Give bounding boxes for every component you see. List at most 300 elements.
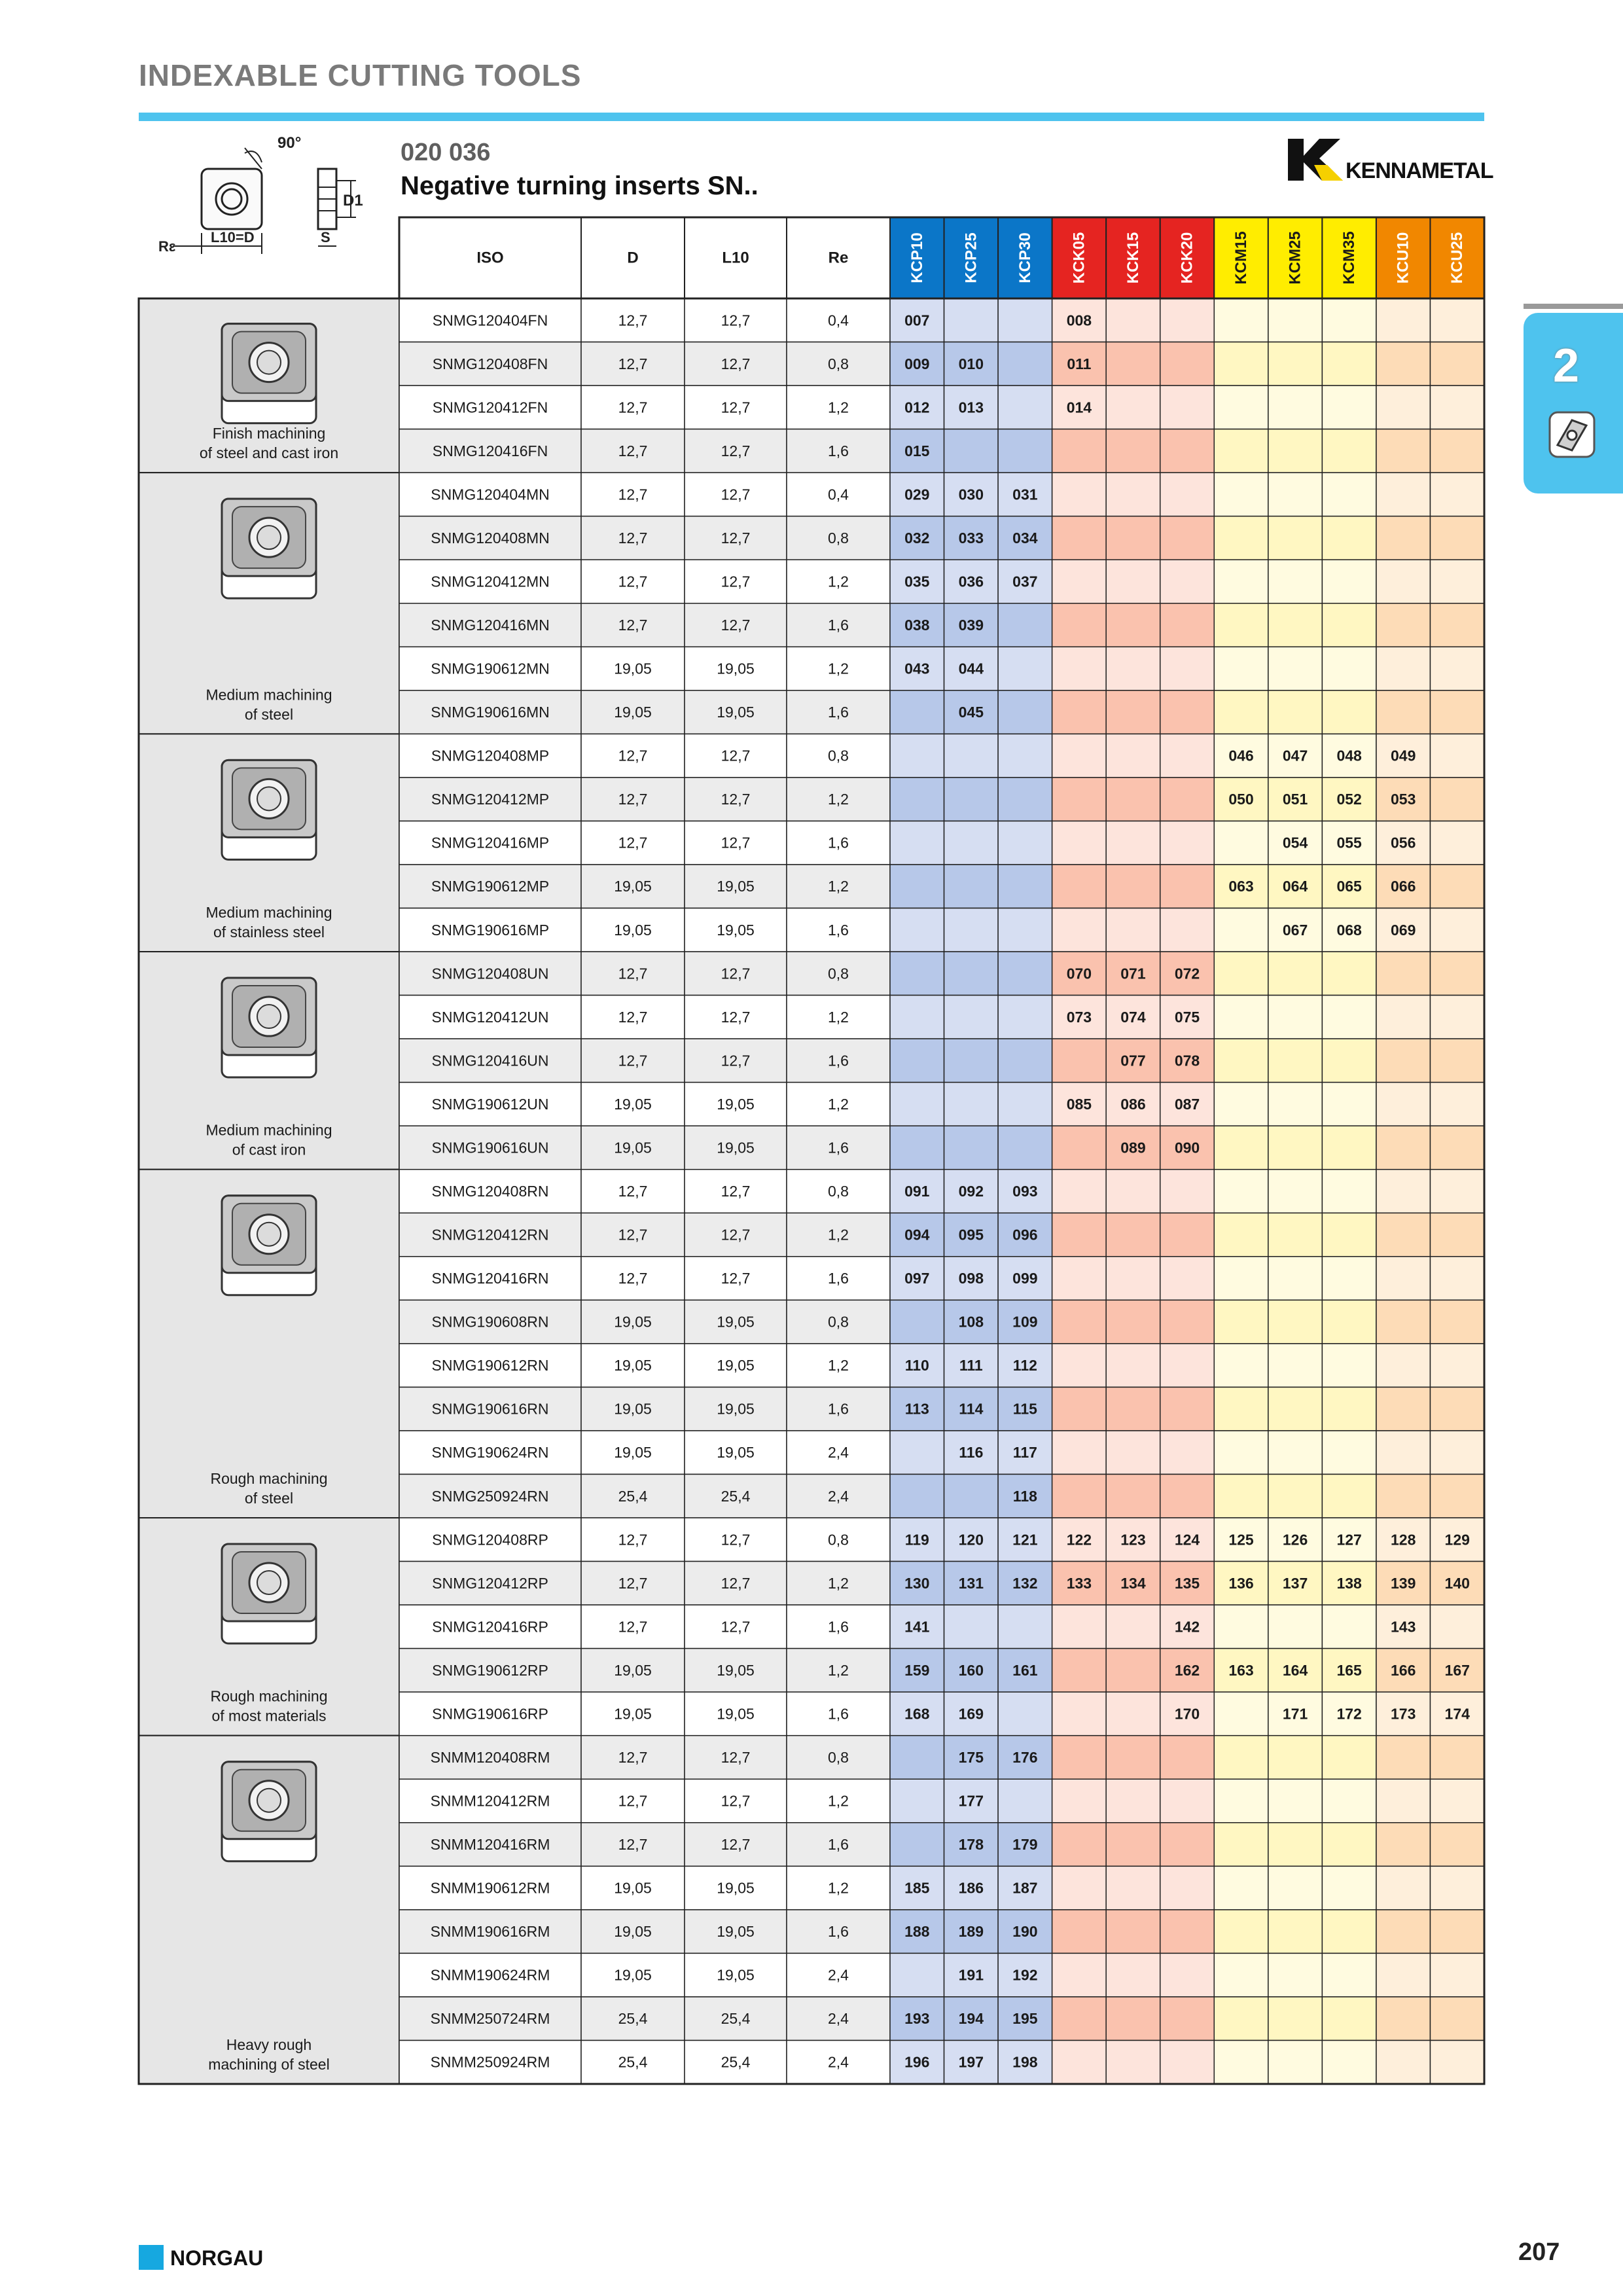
grade-cell	[1376, 1823, 1431, 1867]
grade-header: KCP10	[908, 232, 926, 283]
grade-cell	[1214, 1866, 1268, 1910]
grade-cell	[1430, 1953, 1484, 1997]
order-code: 112	[1012, 1357, 1037, 1374]
grade-cell	[890, 1474, 944, 1518]
dimension-value: 19,05	[614, 878, 652, 895]
grade-cell	[1106, 1474, 1160, 1518]
grade-cell	[1160, 516, 1215, 560]
order-code: 125	[1228, 1531, 1254, 1549]
grade-cell	[1160, 865, 1215, 908]
dimension-value: 1,2	[828, 1792, 849, 1810]
grade-cell	[1052, 1170, 1107, 1213]
order-code: 086	[1120, 1095, 1146, 1113]
grade-cell	[1214, 298, 1268, 342]
order-code: 186	[958, 1879, 984, 1897]
grade-cell	[1214, 1910, 1268, 1954]
grade-cell	[944, 952, 999, 996]
iso-code: SNMG120408RN	[431, 1183, 549, 1200]
grade-cell	[1322, 1213, 1376, 1257]
grade-cell	[1052, 429, 1107, 473]
order-code: 049	[1390, 747, 1416, 764]
dimension-value: 1,6	[828, 834, 849, 852]
order-code: 134	[1120, 1574, 1146, 1592]
order-code: 140	[1444, 1574, 1470, 1592]
order-code: 053	[1390, 791, 1416, 808]
order-code: 096	[1012, 1226, 1038, 1244]
order-code: 159	[904, 1661, 930, 1679]
grade-cell	[998, 1692, 1052, 1736]
dimension-value: 12,7	[618, 617, 648, 634]
grade-cell	[890, 1083, 944, 1126]
dimension-value: 12,7	[618, 1748, 648, 1766]
grade-cell	[890, 908, 944, 952]
order-code: 178	[958, 1836, 984, 1854]
grade-cell	[1160, 1344, 1215, 1388]
grade-cell	[1322, 1083, 1376, 1126]
iso-code: SNMG120408MN	[431, 529, 550, 547]
dimension-value: 12,7	[721, 834, 751, 852]
order-code: 093	[1012, 1183, 1038, 1200]
grade-cell	[1322, 1823, 1376, 1867]
dimension-value: 12,7	[618, 1183, 648, 1200]
dimension-value: 12,7	[721, 573, 751, 590]
group-label: Heavy rough	[226, 2036, 312, 2053]
order-code: 052	[1336, 791, 1362, 808]
grade-cell	[1268, 342, 1323, 386]
grade-cell	[1322, 1953, 1376, 1997]
grade-cell	[1106, 1736, 1160, 1780]
order-code: 166	[1390, 1661, 1416, 1679]
order-code: 013	[958, 399, 984, 416]
grade-cell	[1214, 342, 1268, 386]
grade-cell	[1106, 1300, 1160, 1344]
grade-cell	[944, 1039, 999, 1083]
group-label: Finish machining	[212, 425, 326, 442]
grade-cell	[1052, 1213, 1107, 1257]
iso-code: SNMG120412MP	[431, 791, 550, 808]
grade-cell	[998, 647, 1052, 691]
drawing-d1-label: D1	[343, 192, 363, 209]
order-code: 039	[958, 617, 984, 634]
iso-code: SNMG120412UN	[431, 1008, 549, 1026]
grade-cell	[1322, 1910, 1376, 1954]
iso-code: SNMG190612MP	[431, 878, 550, 895]
grade-cell	[1430, 2040, 1484, 2084]
iso-code: SNMG190612RN	[431, 1357, 549, 1374]
iso-code: SNMG190616RP	[432, 1705, 548, 1723]
dimension-value: 12,7	[618, 1574, 648, 1592]
grade-cell	[1106, 1997, 1160, 2041]
grade-cell	[890, 952, 944, 996]
dimension-value: 1,2	[828, 399, 849, 416]
grade-cell	[1322, 560, 1376, 603]
grade-cell	[1376, 1213, 1431, 1257]
iso-code: SNMG120412RN	[431, 1226, 549, 1244]
grade-cell	[1430, 1779, 1484, 1823]
order-code: 092	[958, 1183, 984, 1200]
grade-cell	[1376, 1300, 1431, 1344]
order-code: 141	[904, 1618, 930, 1636]
grade-cell	[1106, 1910, 1160, 1954]
grade-cell	[1052, 1779, 1107, 1823]
grade-cell	[1268, 1213, 1323, 1257]
grade-cell	[1322, 429, 1376, 473]
order-code: 187	[1012, 1879, 1038, 1897]
order-code: 119	[904, 1531, 929, 1549]
dimension-value: 12,7	[618, 1792, 648, 1810]
dimension-value: 12,7	[618, 399, 648, 416]
dimension-value: 12,7	[618, 1836, 648, 1854]
grade-cell	[1430, 1039, 1484, 1083]
order-code: 064	[1282, 878, 1308, 895]
order-code: 031	[1012, 486, 1038, 503]
order-code: 075	[1174, 1008, 1200, 1026]
dimension-value: 12,7	[721, 1792, 751, 1810]
dimension-value: 1,2	[828, 573, 849, 590]
dimension-value: 19,05	[717, 1705, 755, 1723]
grade-cell	[1214, 1474, 1268, 1518]
grade-cell	[1160, 386, 1215, 429]
grade-cell	[1106, 1953, 1160, 1997]
order-code: 037	[1012, 573, 1038, 590]
dimension-value: 1,2	[828, 1226, 849, 1244]
dimension-value: 12,7	[618, 965, 648, 982]
grade-cell	[890, 691, 944, 734]
grade-cell	[1376, 386, 1431, 429]
grade-cell	[1106, 1866, 1160, 1910]
iso-code: SNMG250924RN	[431, 1487, 549, 1505]
grade-cell	[890, 1039, 944, 1083]
order-code: 138	[1336, 1574, 1362, 1592]
grade-cell	[944, 821, 999, 865]
grade-cell	[1430, 1387, 1484, 1431]
dimension-value: 19,05	[717, 660, 755, 677]
grade-cell	[1214, 1953, 1268, 1997]
dimension-value: 12,7	[721, 747, 751, 764]
order-code: 087	[1174, 1095, 1200, 1113]
grade-header: KCU25	[1448, 232, 1467, 284]
order-code: 165	[1336, 1661, 1362, 1679]
dimension-value: 25,4	[721, 2010, 751, 2028]
grade-cell	[1052, 1649, 1107, 1693]
grade-cell	[1268, 1823, 1323, 1867]
order-code: 111	[959, 1357, 983, 1374]
grade-cell	[1268, 1431, 1323, 1475]
grade-cell	[998, 908, 1052, 952]
group-label: of steel	[244, 1490, 294, 1507]
grade-cell	[1106, 1692, 1160, 1736]
grade-cell	[1376, 1126, 1431, 1170]
grade-cell	[1322, 1170, 1376, 1213]
grade-cell	[1268, 1779, 1323, 1823]
order-code: 189	[958, 1923, 984, 1941]
grade-cell	[1106, 1605, 1160, 1649]
dimension-value: 0,4	[828, 486, 849, 503]
grade-cell	[1268, 2040, 1323, 2084]
order-code: 126	[1282, 1531, 1308, 1549]
norgau-square-icon	[139, 2245, 164, 2270]
dimension-value: 1,6	[828, 617, 849, 634]
order-code: 137	[1282, 1574, 1308, 1592]
grade-cell	[1376, 1431, 1431, 1475]
dimension-value: 19,05	[717, 921, 755, 939]
drawing-s-label: S	[321, 229, 330, 245]
iso-code: SNMG120416MN	[431, 617, 550, 634]
iso-code: SNMG120412RP	[432, 1574, 548, 1592]
dimension-value: 12,7	[721, 1008, 751, 1026]
grade-cell	[1052, 1910, 1107, 1954]
order-code: 118	[1012, 1487, 1037, 1505]
dimension-value: 2,4	[828, 2053, 849, 2071]
grade-cell	[1160, 1736, 1215, 1780]
grade-cell	[1322, 298, 1376, 342]
grade-cell	[1160, 1953, 1215, 1997]
group-label: Rough machining	[210, 1687, 328, 1705]
grade-cell	[1322, 952, 1376, 996]
grade-cell	[1322, 1779, 1376, 1823]
dimension-value: 12,7	[618, 529, 648, 547]
grade-cell	[1268, 1910, 1323, 1954]
grade-cell	[1052, 2040, 1107, 2084]
grade-cell	[1376, 1997, 1431, 2041]
grade-cell	[1268, 298, 1323, 342]
grade-cell	[1106, 1779, 1160, 1823]
iso-code: SNMM120416RM	[430, 1836, 550, 1854]
dimension-value: 1,6	[828, 1270, 849, 1287]
order-code: 014	[1066, 399, 1092, 416]
order-code: 056	[1390, 834, 1416, 852]
grade-cell	[1268, 1387, 1323, 1431]
dimension-value: 0,8	[828, 1748, 849, 1766]
order-code: 033	[958, 529, 984, 547]
iso-code: SNMM120408RM	[430, 1748, 550, 1766]
grade-cell	[1106, 560, 1160, 603]
dimension-value: 19,05	[614, 1661, 652, 1679]
grade-cell	[1376, 1387, 1431, 1431]
dimension-value: 19,05	[614, 1966, 652, 1984]
grade-cell	[1322, 691, 1376, 734]
grade-cell	[1160, 647, 1215, 691]
order-code: 098	[958, 1270, 984, 1287]
grade-cell	[1214, 952, 1268, 996]
order-code: 010	[958, 355, 984, 372]
grade-cell	[1376, 1910, 1431, 1954]
grade-cell	[1376, 1344, 1431, 1388]
grade-cell	[1268, 691, 1323, 734]
dimension-value: 12,7	[721, 1183, 751, 1200]
order-code: 043	[904, 660, 930, 677]
dimension-value: 2,4	[828, 1966, 849, 1984]
grade-cell	[1052, 647, 1107, 691]
group-label: of cast iron	[232, 1141, 306, 1158]
dimension-value: 19,05	[614, 704, 652, 721]
grade-cell	[1268, 1953, 1323, 1997]
grade-cell	[1052, 516, 1107, 560]
grade-cell	[1430, 342, 1484, 386]
grade-cell	[1052, 1431, 1107, 1475]
dimension-value: 12,7	[721, 791, 751, 808]
dimension-value: 1,2	[828, 1574, 849, 1592]
order-code: 127	[1336, 1531, 1362, 1549]
dimension-value: 12,7	[721, 312, 751, 329]
grade-cell	[1106, 298, 1160, 342]
grade-cell	[1160, 1997, 1215, 2041]
grade-cell	[1052, 473, 1107, 516]
order-code: 036	[958, 573, 984, 590]
grade-cell	[1214, 1126, 1268, 1170]
grade-cell	[1430, 734, 1484, 778]
grade-header: KCP25	[962, 232, 980, 283]
order-code: 171	[1282, 1705, 1308, 1723]
grade-cell	[1214, 1387, 1268, 1431]
grade-cell	[1430, 1997, 1484, 2041]
dimension-value: 1,2	[828, 1095, 849, 1113]
document-title: Negative turning inserts SN..	[401, 171, 758, 200]
dimension-value: 1,6	[828, 1400, 849, 1418]
grade-cell	[1106, 908, 1160, 952]
grade-cell	[1376, 1736, 1431, 1780]
order-code: 160	[958, 1661, 984, 1679]
grade-cell	[1322, 1605, 1376, 1649]
grade-cell	[1052, 908, 1107, 952]
dimension-value: 19,05	[717, 1357, 755, 1374]
grade-cell	[944, 1474, 999, 1518]
dimension-value: 1,2	[828, 1357, 849, 1374]
group-label: of steel and cast iron	[199, 444, 339, 462]
order-code: 035	[904, 573, 930, 590]
grade-header: KCP30	[1016, 232, 1034, 283]
order-code: 073	[1066, 1008, 1092, 1026]
grade-cell	[1430, 603, 1484, 647]
dimension-value: 12,7	[721, 1836, 751, 1854]
grade-cell	[1214, 691, 1268, 734]
order-code: 197	[958, 2053, 984, 2071]
insert-illustration-icon	[222, 1544, 316, 1643]
grade-cell	[998, 386, 1052, 429]
order-code: 029	[904, 486, 930, 503]
dimension-value: 19,05	[614, 660, 652, 677]
dimension-value: 0,8	[828, 965, 849, 982]
iso-code: SNMG120416UN	[431, 1052, 549, 1069]
drawing-re-label: Rε	[158, 238, 176, 255]
order-code: 167	[1444, 1661, 1470, 1679]
dimension-value: 19,05	[614, 921, 652, 939]
order-code: 044	[958, 660, 984, 677]
grade-cell	[890, 821, 944, 865]
grade-cell	[1322, 603, 1376, 647]
grade-cell	[1430, 1344, 1484, 1388]
order-code: 109	[1012, 1313, 1038, 1331]
grade-cell	[998, 734, 1052, 778]
grade-cell	[998, 821, 1052, 865]
order-code: 067	[1282, 921, 1308, 939]
grade-cell	[1376, 298, 1431, 342]
grade-cell	[1160, 1387, 1215, 1431]
order-code: 190	[1012, 1923, 1038, 1941]
order-code: 130	[904, 1574, 930, 1592]
grade-cell	[998, 603, 1052, 647]
order-code: 131	[958, 1574, 984, 1592]
grade-cell	[1322, 1300, 1376, 1344]
grade-cell	[1214, 429, 1268, 473]
dimension-value: 19,05	[717, 1400, 755, 1418]
grade-header: KCK15	[1124, 232, 1142, 284]
iso-code: SNMG120408UN	[431, 965, 549, 982]
grade-cell	[1322, 1997, 1376, 2041]
order-code: 124	[1174, 1531, 1200, 1549]
grade-cell	[1106, 1170, 1160, 1213]
order-code: 123	[1120, 1531, 1146, 1549]
order-code: 174	[1444, 1705, 1470, 1723]
dimension-value: 12,7	[618, 573, 648, 590]
dimension-value: 19,05	[614, 1444, 652, 1462]
grade-cell	[1430, 1866, 1484, 1910]
order-code: 169	[958, 1705, 984, 1723]
grade-cell	[1376, 996, 1431, 1039]
dimension-value: 0,4	[828, 312, 849, 329]
grade-cell	[1430, 865, 1484, 908]
order-code: 192	[1012, 1966, 1038, 1984]
order-code: 030	[958, 486, 984, 503]
grade-cell	[998, 1039, 1052, 1083]
insert-illustration-icon	[222, 324, 316, 423]
dimension-value: 1,6	[828, 1923, 849, 1941]
grade-cell	[1430, 778, 1484, 821]
grade-cell	[1214, 473, 1268, 516]
grade-cell	[1052, 821, 1107, 865]
grade-cell	[1376, 342, 1431, 386]
order-code: 078	[1174, 1052, 1200, 1069]
grade-cell	[1376, 1953, 1431, 1997]
grade-cell	[998, 691, 1052, 734]
grade-cell	[1376, 647, 1431, 691]
grade-cell	[944, 298, 999, 342]
dimension-value: 12,7	[721, 1052, 751, 1069]
grade-cell	[1106, 691, 1160, 734]
order-code: 091	[904, 1183, 930, 1200]
iso-code: SNMG120416FN	[432, 442, 548, 459]
grade-cell	[890, 1953, 944, 1997]
dimension-value: 19,05	[717, 1313, 755, 1331]
group-label: Medium machining	[205, 686, 332, 704]
grade-cell	[1430, 1170, 1484, 1213]
order-code: 085	[1066, 1095, 1092, 1113]
grade-cell	[1160, 778, 1215, 821]
grade-cell	[1106, 2040, 1160, 2084]
order-code: 066	[1390, 878, 1416, 895]
grade-cell	[1430, 429, 1484, 473]
dimension-value: 1,6	[828, 1618, 849, 1636]
dimension-value: 12,7	[721, 442, 751, 459]
order-code: 094	[904, 1226, 930, 1244]
iso-code: SNMG190616MN	[431, 704, 550, 721]
grade-cell	[1106, 1344, 1160, 1388]
grade-cell	[1160, 1474, 1215, 1518]
grade-cell	[1322, 1866, 1376, 1910]
insert-illustration-icon	[222, 499, 316, 598]
grade-cell	[1376, 952, 1431, 996]
grade-cell	[1106, 603, 1160, 647]
grade-cell	[1322, 1474, 1376, 1518]
order-code: 065	[1336, 878, 1362, 895]
grade-cell	[1376, 473, 1431, 516]
order-code: 045	[958, 704, 984, 721]
grade-cell	[1106, 778, 1160, 821]
order-code: 163	[1228, 1661, 1254, 1679]
dimension-value: 2,4	[828, 2010, 849, 2028]
section-title: INDEXABLE CUTTING TOOLS	[139, 58, 582, 92]
grade-cell	[1322, 342, 1376, 386]
